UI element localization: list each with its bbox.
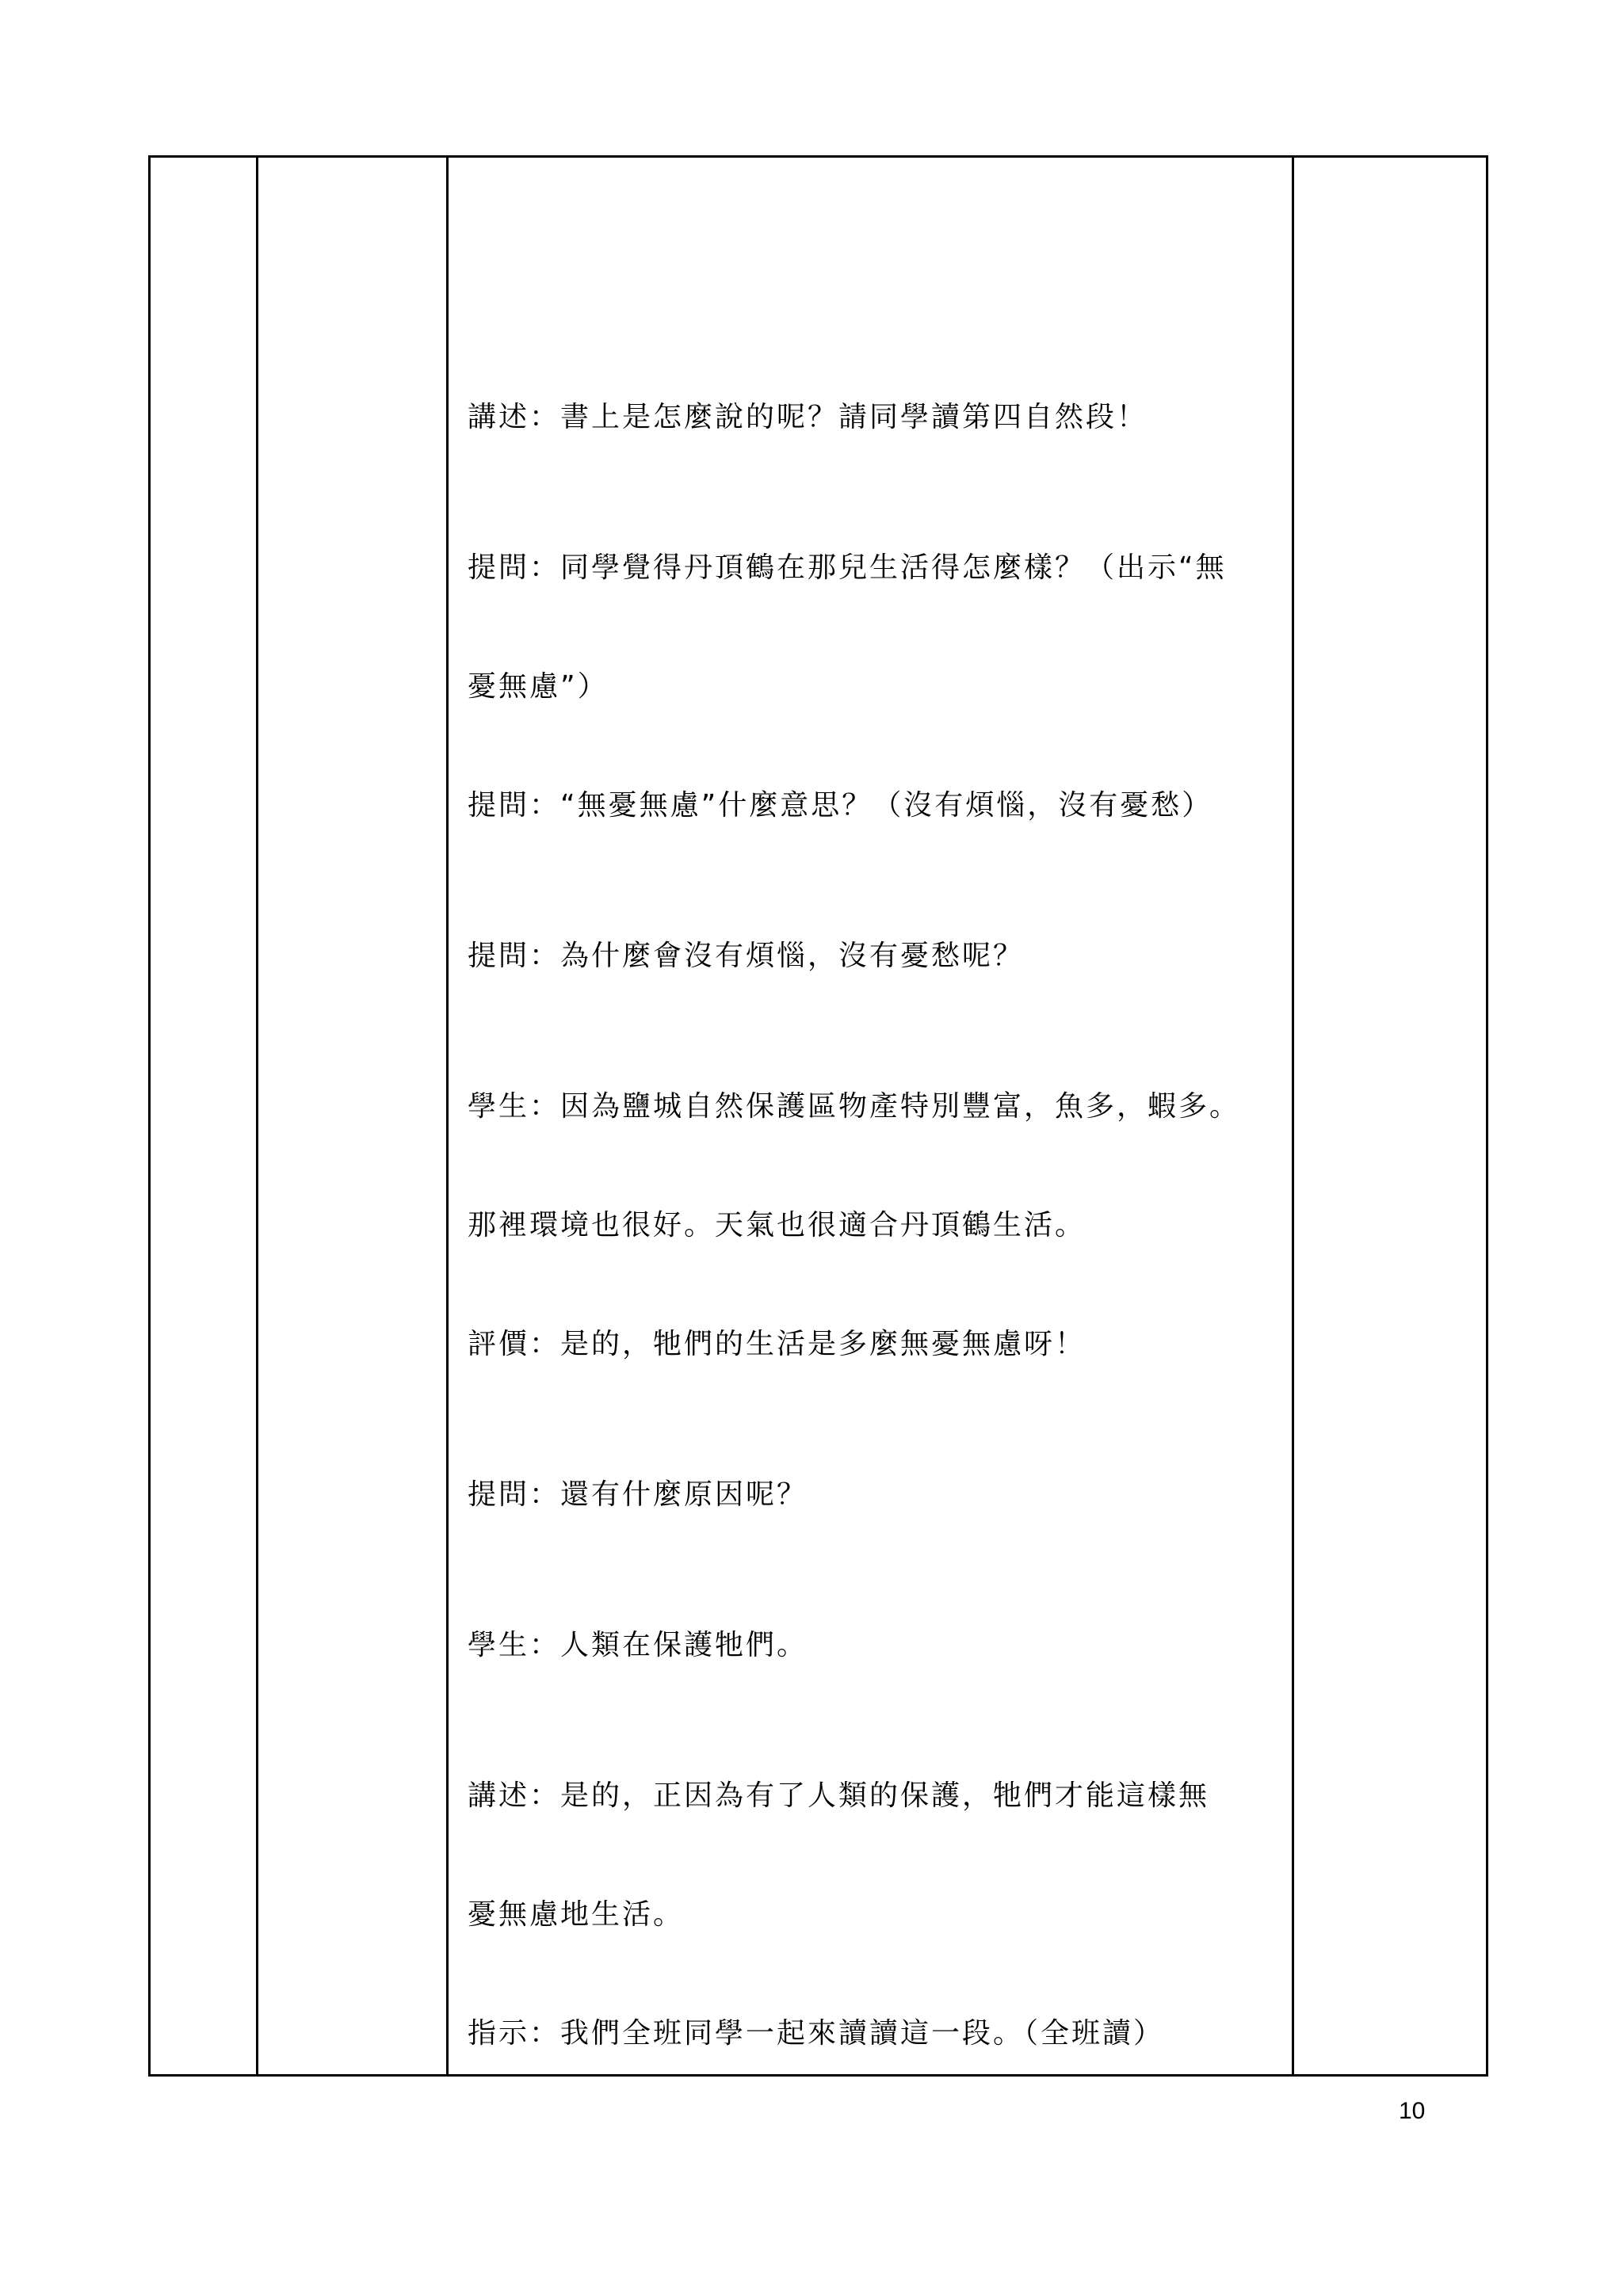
- question-line: 提問：為什麼會沒有煩惱，沒有憂愁呢？: [468, 940, 1025, 972]
- question-line: 提問：同學覺得丹頂鶴在那兒生活得怎麼樣？（出示“無: [468, 551, 1227, 584]
- question-line: 提問：“無憂無慮”什麼意思？（沒有煩惱，沒有憂愁）: [468, 789, 1213, 822]
- instruction-line: 指示：我們全班同學一起來讀讀這一段。（全班讀）: [468, 2017, 1165, 2050]
- student-answer-line: 學生：因為鹽城自然保護區物產特別豐富，魚多，蝦多。: [468, 1090, 1241, 1123]
- evaluation-line: 評價：是的，牠們的生活是多麼無憂無慮呀！: [468, 1328, 1086, 1360]
- narration-line-continued: 憂無慮地生活。: [468, 1898, 685, 1931]
- lesson-plan-table: [148, 155, 1488, 2077]
- teaching-process-cell: [468, 158, 1284, 2074]
- student-answer-line: 學生：人類在保護牠們。: [468, 1629, 808, 1661]
- column-divider: [446, 158, 449, 2074]
- narration-line: 講述：是的，正因為有了人類的保護，牠們才能這樣無: [468, 1779, 1210, 1812]
- column-divider: [1292, 158, 1294, 2074]
- student-answer-line-continued: 那裡環境也很好。天氣也很適合丹頂鶴生活。: [468, 1209, 1086, 1241]
- column-divider: [256, 158, 258, 2074]
- question-line-continued: 憂無慮”）: [468, 670, 609, 703]
- page-number: 10: [1399, 2098, 1426, 2124]
- question-line: 提問：還有什麼原因呢？: [468, 1478, 808, 1511]
- narration-line: 講述：書上是怎麼說的呢？請同學讀第四自然段！: [468, 401, 1148, 433]
